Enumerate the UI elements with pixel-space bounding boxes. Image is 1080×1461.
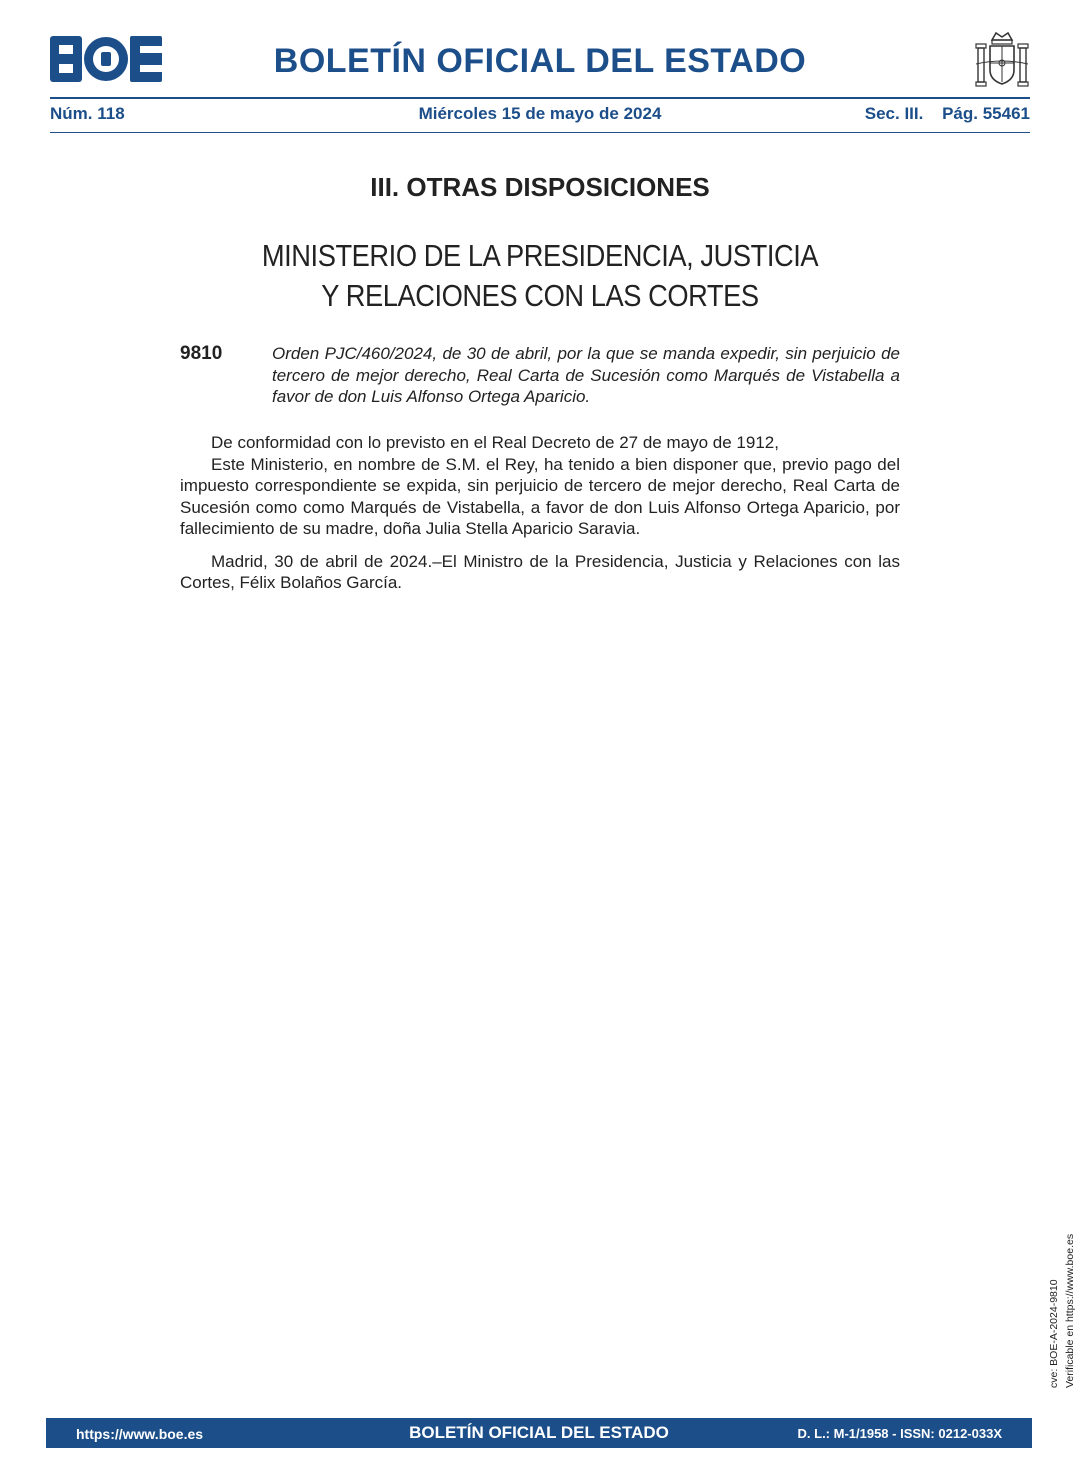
document-body bbox=[180, 432, 900, 594]
page-footer bbox=[46, 1418, 1032, 1448]
section-title: III. OTRAS DISPOSICIONES bbox=[370, 172, 710, 202]
disposition-summary: Orden PJC/460/2024, de 30 de abril, por la que se manda expedir, sin perjuicio de tercero de mejor derecho, Real Carta de Sucesión como Marqués de Vistabella a favor de don Luis Alfonso Ortega Aparicio. bbox=[272, 344, 900, 406]
ministry-line-1: MINISTERIO DE LA PRESIDENCIA, JUSTICIA bbox=[261, 238, 819, 273]
meta-rule bbox=[50, 132, 1030, 133]
body-paragraph: De conformidad con lo previsto en el Real Decreto de 27 de mayo de 1912, bbox=[211, 433, 779, 452]
header-rule bbox=[50, 97, 1030, 99]
header-title: BOLETÍN OFICIAL DEL ESTADO bbox=[273, 42, 807, 80]
page-number: Pág. 55461 bbox=[942, 104, 1030, 123]
verification-note bbox=[1046, 1128, 1080, 1388]
ministry-name bbox=[65, 236, 1015, 316]
footer-link[interactable]: https://www.boe.es bbox=[76, 1426, 204, 1442]
footer-legal: D. L.: M-1/1958 - ISSN: 0212-033X bbox=[797, 1426, 1002, 1441]
disposition-number: 9810 bbox=[180, 343, 223, 364]
body-paragraph: Este Ministerio, en nombre de S.M. el Rey, ha tenido a bien disponer que, previo pago del impuesto correspondiente se expida, sin perjuicio de tercero de mejor derecho, Real Carta de Sucesión como como Marqués de Vistabella, a favor de don Luis Alfonso Ortega Aparicio, por fallecimiento de su madre, doña Julia Stella Aparicio Saravia. bbox=[180, 454, 900, 538]
spain-coat-of-arms-icon bbox=[974, 30, 1030, 90]
section-page bbox=[851, 104, 1030, 124]
cve-code: cve: BOE-A-2024-9810 bbox=[1048, 1279, 1060, 1388]
footer-title: BOLETÍN OFICIAL DEL ESTADO bbox=[409, 1423, 669, 1442]
signature-paragraph: Madrid, 30 de abril de 2024.–El Ministro de la Presidencia, Justicia y Relaciones con las Cortes, Félix Bolaños García. bbox=[180, 551, 900, 592]
issue-date: Miércoles 15 de mayo de 2024 bbox=[418, 104, 662, 123]
section-label: Sec. III. bbox=[864, 104, 924, 123]
page-header bbox=[50, 30, 1030, 92]
issue-meta bbox=[50, 104, 1030, 128]
issue-number: Núm. 118 bbox=[50, 104, 125, 123]
verification-url: Verificable en https://www.boe.es bbox=[1064, 1233, 1076, 1388]
ministry-line-2: Y RELACIONES CON LAS CORTES bbox=[321, 278, 759, 313]
